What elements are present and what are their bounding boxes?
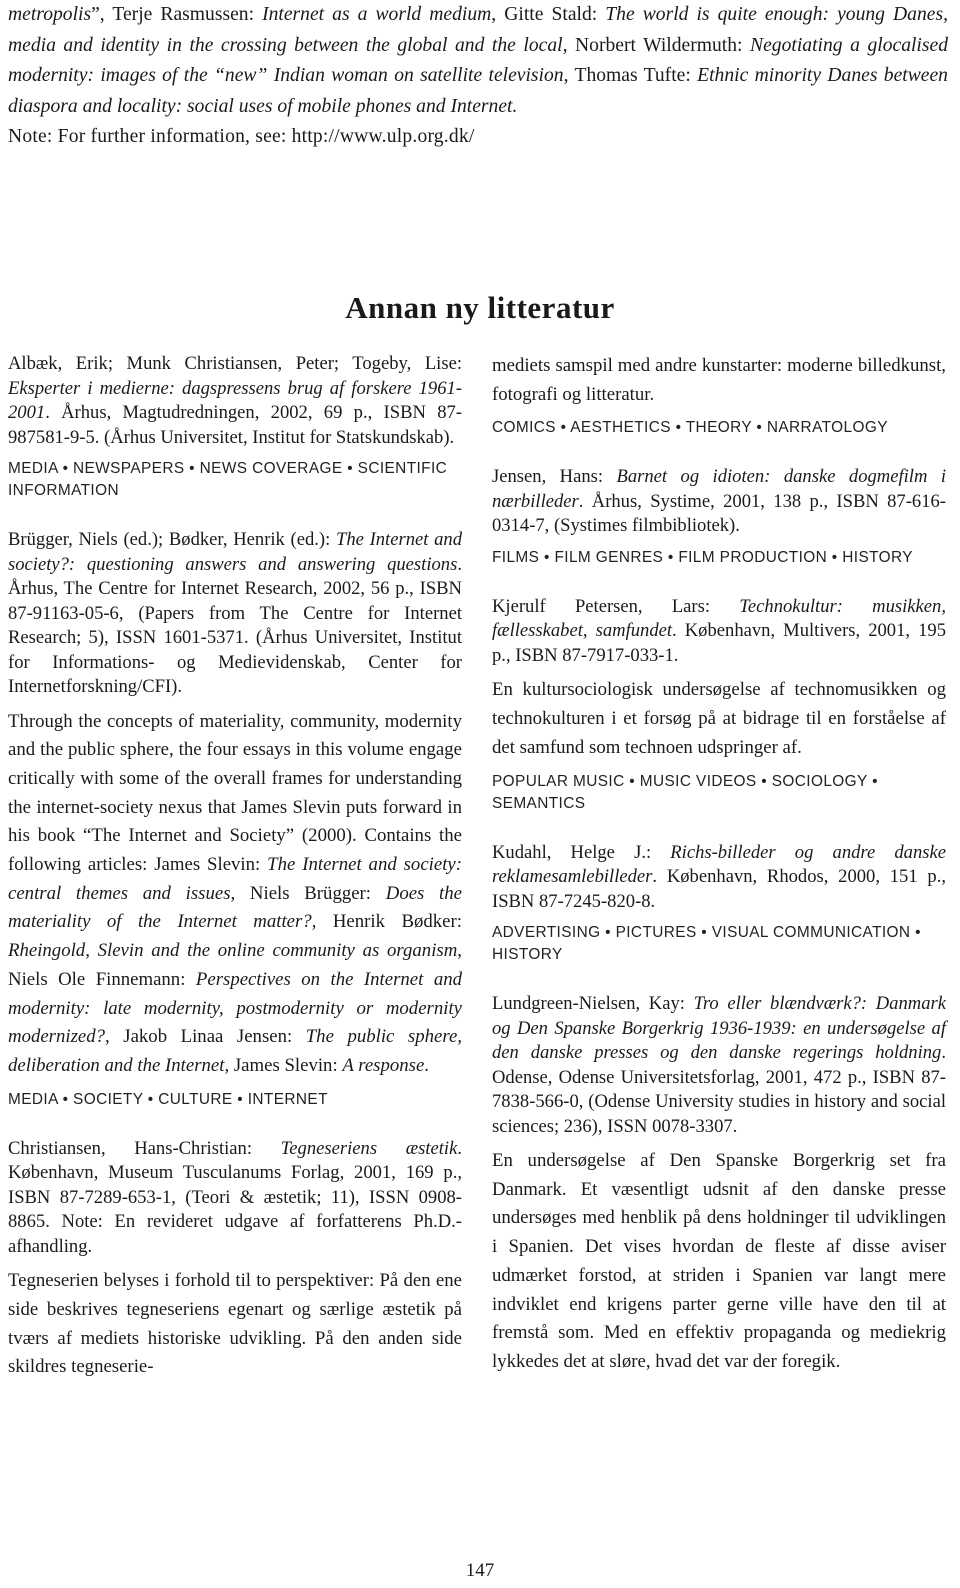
- italic-text: Eksperter i medierne: dagspressens brug af forskere 1961-2001: [8, 377, 462, 423]
- text-run: Jensen, Hans:: [492, 466, 617, 488]
- entry-spacer: [8, 1111, 462, 1137]
- bibliography-entry: [492, 595, 946, 815]
- keywords: MEDIA • SOCIETY • CULTURE • INTERNET: [8, 1090, 328, 1108]
- text-run: , Gitte Stald:: [491, 4, 606, 25]
- bibliography-entry: [492, 992, 946, 1377]
- text-run: En kultursociologisk undersøgelse af technomusikken og technokulturen i et forsøg på at bidrage til en forståelse af det samfund som technoen udspringer af.: [492, 679, 946, 758]
- entry-spacer: [492, 569, 946, 595]
- bibliography-entry: [8, 352, 462, 502]
- text-run: Brügger, Niels (ed.); Bødker, Henrik (ed.):: [8, 529, 336, 550]
- text-run: . Århus, Systime, 2001, 138 p., ISBN 87-616-0314-7, (Systimes filmbibliotek).: [492, 490, 946, 537]
- citation: [492, 992, 946, 1139]
- text-run: . Århus, Magtudredningen, 2002, 69 p., ISBN 87-987581-9-5. (Århus Universitet, Institut for Statskundskab).: [8, 402, 462, 448]
- text-run: . København, Museum Tusculanums Forlag, 2001, 169 p., ISBN 87-7289-653-1, (Teori & æstetik; 11), ISSN 0908-8865. Note: En revideret udgave af forfatterens Ph.D.-afhandling.: [8, 1137, 462, 1257]
- citation: [492, 595, 946, 669]
- italic-text: Tegneseriens æstetik: [280, 1137, 458, 1159]
- description: [8, 708, 462, 1081]
- text-run: . Århus, The Centre for Internet Research, 2002, 56 p., ISBN 87-91163-05-6, (Papers from The Centre for Internet Research; 5), ISSN 1601-5371. (Århus Universitet, Institut for Informations- og Medievidenskab, Center for Internetforskning/CFI).: [8, 553, 462, 697]
- text-run: .: [424, 1054, 429, 1076]
- citation: [8, 1137, 462, 1260]
- text-run: ”, Terje Rasmussen:: [91, 4, 263, 25]
- text-run: mediets samspil med andre kunstarter: moderne billedkunst, fotografi og litteratur.: [492, 355, 946, 405]
- text-run: Christiansen, Hans-Christian:: [8, 1137, 281, 1159]
- keywords: POPULAR MUSIC • MUSIC VIDEOS • SOCIOLOGY • SEMANTICS: [492, 772, 878, 812]
- description: [492, 352, 946, 409]
- italic-text: The world is quite enough: young Danes, media and identity in the crossing between the global and the local: [8, 4, 948, 56]
- citation: [492, 465, 946, 539]
- text-run: Tegneserien belyses i forhold til to perspektiver: På den ene side beskrives tegneseriens egenart og særlige æstetik på tværs af mediets historiske udvikling. På den anden side skildres tegneserie-: [8, 1270, 462, 1378]
- italic-text: Does the materiality of the Internet matter?: [8, 882, 462, 933]
- text-run: , James Slevin:: [224, 1054, 343, 1076]
- italic-text: Perspectives on the Internet and modernity: late modernity, postmodernity or modernity modernized?: [8, 968, 462, 1048]
- text-run: , Niels Brügger:: [230, 882, 386, 904]
- right-column: [492, 352, 946, 1377]
- text-run: , Thomas Tufte:: [563, 65, 698, 87]
- text-run: . København, Multivers, 2001, 195 p., ISBN 87-7917-033-1.: [492, 620, 946, 666]
- citation: [8, 528, 462, 700]
- note-line: Note: For further information, see: http://www.ulp.org.dk/: [8, 126, 475, 148]
- italic-text: Tro eller blændværk?: Danmark og Den Spanske Borgerkrig 1936-1939: en undersøgelse af den danske presses og den danske regerings holdning: [492, 993, 946, 1064]
- text-run: Kjerulf Petersen, Lars:: [492, 595, 740, 617]
- bibliography-entry: [492, 465, 946, 569]
- italic-text: Negotiating a glocalised modernity: images of the “new” Indian woman on satellite television: [8, 34, 948, 87]
- citation: [492, 841, 946, 915]
- page-number: 147: [465, 1560, 495, 1581]
- italic-text: The public sphere, deliberation and the Internet: [8, 1026, 462, 1076]
- top-section: [8, 0, 948, 153]
- entry-spacer: [492, 439, 946, 465]
- text-run: . København, Rhodos, 2000, 151 p., ISBN 87-7245-820-8.: [492, 866, 946, 912]
- citation: [8, 352, 462, 450]
- italic-text: Richs-billeder og andre danske reklamesamlebilleder: [492, 841, 946, 888]
- description: [492, 676, 946, 762]
- keywords: MEDIA • NEWSPAPERS • NEWS COVERAGE • SCIENTIFIC INFORMATION: [8, 460, 448, 499]
- text-run: . Odense, Odense Universitetsforlag, 2001, 472 p., ISBN 87-7838-566-0, (Odense University studies in history and social sciences; 236), ISSN 0078-3307.: [492, 1042, 946, 1137]
- keywords: FILMS • FILM GENRES • FILM PRODUCTION • HISTORY: [492, 548, 913, 566]
- text-run: Through the concepts of materiality, community, modernity and the public sphere, the four essays in this volume engage critically with some of the overall frames for understanding the internet-society nexus that James Slevin puts forward in his book “The Internet and Society” (2000). Contains the following articles: James Slevin:: [8, 710, 462, 876]
- text-run: Lundgreen-Nielsen, Kay:: [492, 993, 694, 1015]
- italic-text: A response: [342, 1054, 425, 1076]
- description: [492, 1147, 946, 1377]
- italic-text: The Internet and society: central themes and issues: [8, 854, 463, 904]
- text-run: Kudahl, Helge J.:: [492, 841, 671, 863]
- keywords: COMICS • AESTHETICS • THEORY • NARRATOLOGY: [492, 419, 888, 437]
- italic-text: Internet as a world medium: [262, 4, 492, 25]
- italic-text: Ethnic minority Danes between diaspora and locality: social uses of mobile phones and Internet.: [8, 65, 948, 117]
- section-heading: Annan ny litteratur: [345, 290, 615, 325]
- entry-spacer: [492, 815, 946, 841]
- text-run: , Henrik Bødker:: [311, 911, 462, 933]
- keywords: ADVERTISING • PICTURES • VISUAL COMMUNICATION • HISTORY: [492, 924, 921, 964]
- left-column: [8, 352, 462, 1382]
- bibliography-entry: [492, 841, 946, 967]
- entry-spacer: [8, 502, 462, 528]
- text-run: , Jakob Linaa Jensen:: [105, 1026, 306, 1048]
- italic-text: metropolis: [8, 4, 92, 25]
- italic-text: Barnet og idioten: danske dogmefilm i nærbilleder: [492, 466, 946, 512]
- italic-text: The Internet and society?: questioning answers and answering questions: [8, 529, 462, 575]
- description: [8, 1267, 462, 1382]
- italic-text: Rheingold, Slevin and the online community as organism: [8, 940, 458, 962]
- text-run: En undersøgelse af Den Spanske Borgerkrig set fra Danmark. Et væsentligt udsnit af den danske presse undersøges med henblik på dens holdninger til udviklingen i Spanien. Det vises hvordan de fleste af disse aviser udmærket forstod, at striden i Spanien var langt mere indviklet end krigens parter gerne ville have den til at fremstå som. Med en effektiv propaganda og mediekrig lykkedes det at sløre, hvad det var der foregik.: [492, 1150, 946, 1372]
- italic-text: Technokultur: musikken, fællesskabet, samfundet: [492, 595, 946, 642]
- bibliography-entry: [492, 352, 946, 439]
- bibliography-entry: [8, 1137, 462, 1382]
- bibliography-entry: [8, 528, 462, 1111]
- entry-spacer: [492, 966, 946, 992]
- text-run: , Niels Ole Finnemann:: [8, 940, 462, 990]
- text-run: , Norbert Wildermuth:: [562, 34, 751, 56]
- text-run: Albæk, Erik; Munk Christiansen, Peter; Togeby, Lise:: [8, 353, 462, 374]
- continued-paragraph: [8, 0, 948, 122]
